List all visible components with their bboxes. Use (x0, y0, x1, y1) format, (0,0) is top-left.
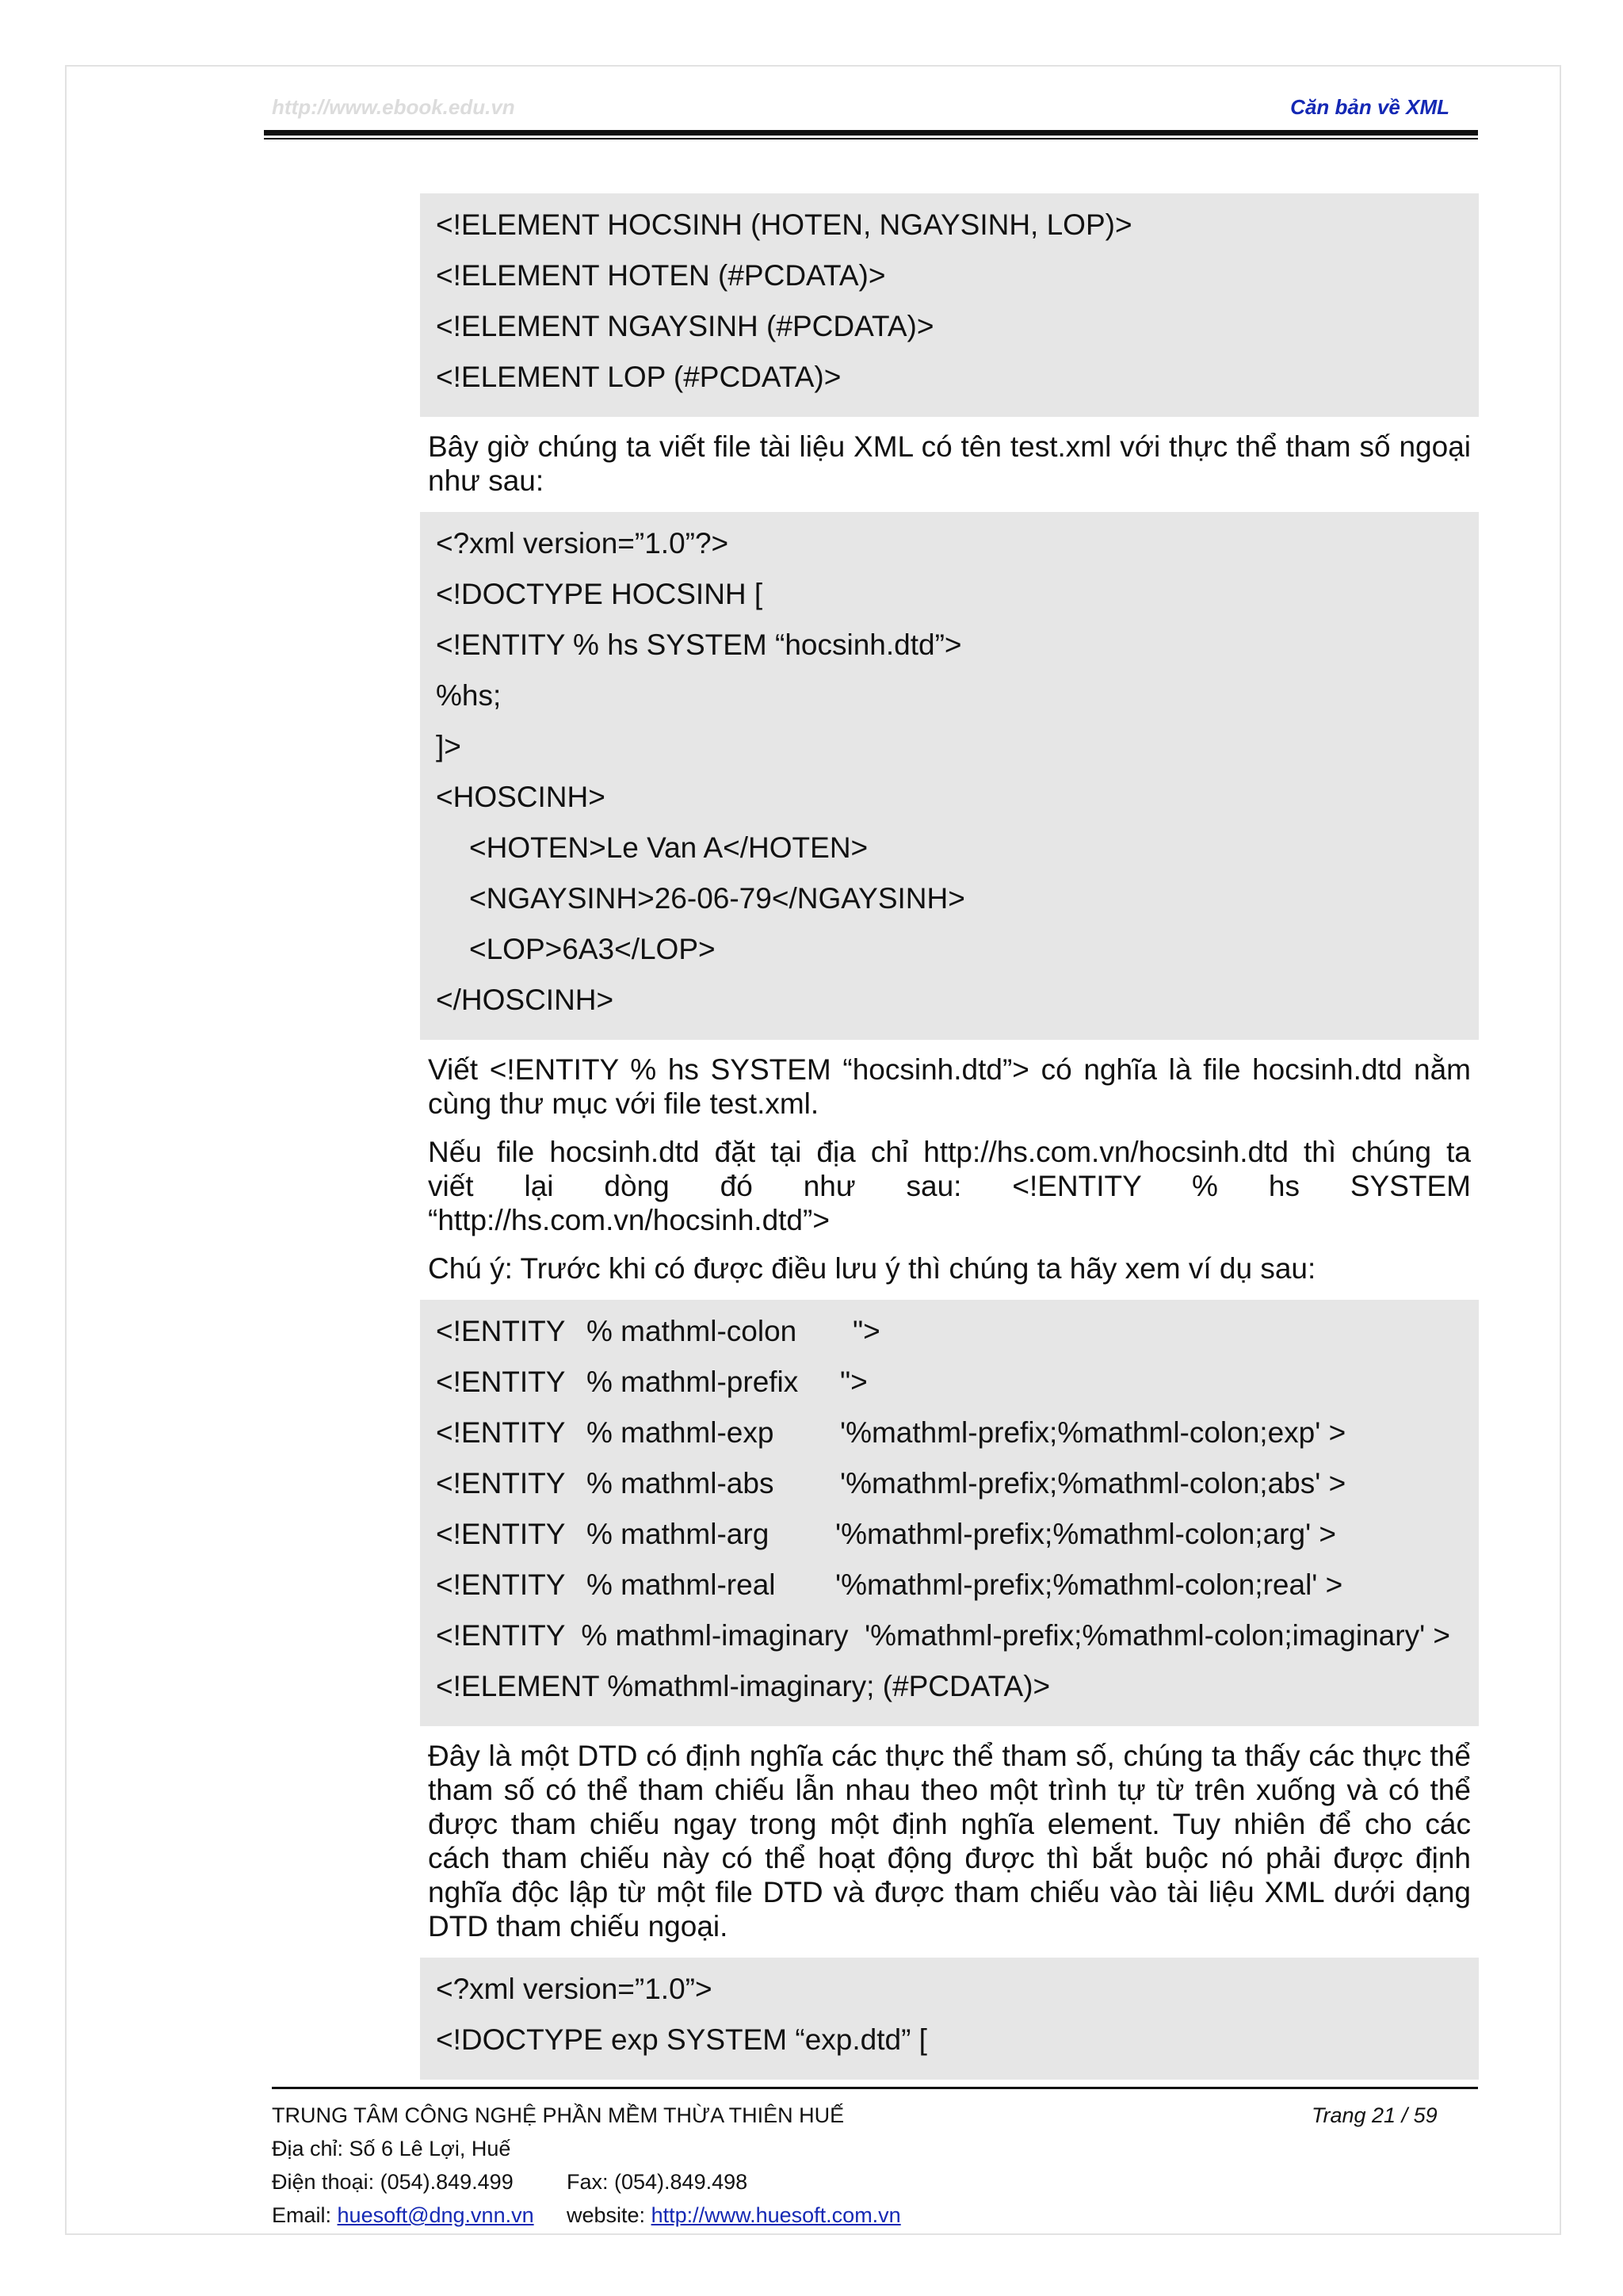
paragraph: Đây là một DTD có định nghĩa các thực thể tham số, chúng ta thấy các thực thể tham số có thể tham chiếu lẫn nhau theo một trình tự từ trên xuống và có thể được tham chiếu ngay trong một định nghĩa element. Tuy nhiên để cho các cách tham chiếu này có thể hoạt động được thì bắt buộc nó phải được định nghĩa độc lập từ một file DTD và được tham chiếu vào tài liệu XML dưới dạng DTD tham chiếu ngoại. (428, 1740, 1471, 1943)
code-line: <!ELEMENT LOP (#PCDATA)> (436, 361, 842, 393)
entity-value: '%mathml-prefix;%mathml-colon;abs' > (840, 1467, 1346, 1499)
paragraph-line: Nếu file hocsinh.dtd đặt tại địa chỉ http://hs.com.vn/hocsinh.dtd thì chúng ta (428, 1136, 1471, 1168)
entity-name: % mathml-colon (586, 1315, 797, 1347)
header-rule-thin (264, 138, 1478, 139)
entity-row (436, 1517, 1463, 1551)
code-line: <!ELEMENT NGAYSINH (#PCDATA)> (436, 310, 934, 342)
code-line: <!DOCTYPE exp SYSTEM “exp.dtd” [ (436, 2023, 927, 2056)
code-line: <?xml version=”1.0”?> (436, 527, 729, 560)
footer-org: TRUNG TÂM CÔNG NGHỆ PHẦN MỀM THỪA THIÊN HUẾ (272, 2103, 845, 2127)
footer-address: Địa chỉ: Số 6 Lê Lợi, Huế (272, 2137, 511, 2160)
code-block-xml (420, 512, 1479, 1040)
entity-value: "> (853, 1315, 880, 1347)
footer-website-link[interactable]: http://www.huesoft.com.vn (651, 2203, 901, 2227)
entity-name: % mathml-abs (586, 1467, 774, 1499)
paragraph: Bây giờ chúng ta viết file tài liệu XML có tên test.xml với thực thể tham số ngoại như sau: (428, 430, 1471, 497)
entity-name: % mathml-real (586, 1568, 776, 1601)
paragraph-line: “http://hs.com.vn/hocsinh.dtd”> (428, 1204, 830, 1236)
entity-row (436, 1466, 1463, 1500)
code-block-entities (420, 1300, 1479, 1726)
footer-fax: Fax: (054).849.498 (567, 2170, 748, 2194)
code-line: <!ENTITY % hs SYSTEM “hocsinh.dtd”> (436, 628, 962, 661)
code-block-exp (420, 1958, 1479, 2080)
entity-name: % mathml-arg (586, 1518, 769, 1550)
entity-value: "> (840, 1366, 868, 1398)
code-line: <!ELEMENT %mathml-imaginary; (#PCDATA)> (436, 1670, 1051, 1702)
paragraph: Chú ý: Trước khi có được điều lưu ý thì chúng ta hãy xem ví dụ sau: (428, 1252, 1316, 1285)
entity-value: '%mathml-prefix;%mathml-colon;exp' > (840, 1416, 1346, 1449)
entity-row (436, 1568, 1463, 1602)
paragraph-line: viết lại dòng đó như sau: <!ENTITY % hs SYSTEM (428, 1170, 1471, 1202)
code-line: <!ELEMENT HOTEN (#PCDATA)> (436, 259, 886, 292)
header-rule (264, 130, 1478, 136)
entity-name: % mathml-prefix (586, 1366, 799, 1398)
footer-phone: Điện thoại: (054).849.499 (272, 2170, 514, 2194)
code-line: ]> (436, 730, 461, 762)
entity-keyword: <!ENTITY (436, 1315, 566, 1347)
page-number: Trang 21 / 59 (1312, 2103, 1438, 2127)
entity-keyword: <!ENTITY (436, 1416, 566, 1449)
entity-value: '%mathml-prefix;%mathml-colon;arg' > (835, 1518, 1337, 1550)
footer-email-link[interactable]: huesoft@dng.vnn.vn (337, 2203, 534, 2227)
entity-keyword: <!ENTITY (436, 1518, 566, 1550)
code-line: </HOSCINH> (436, 984, 614, 1016)
header-url: http://www.ebook.edu.vn (272, 95, 515, 119)
entity-keyword: <!ENTITY (436, 1467, 566, 1499)
document-body (420, 193, 1479, 2092)
entity-name: % mathml-exp (586, 1416, 774, 1449)
code-line: %hs; (436, 679, 502, 712)
page-footer (272, 2099, 1478, 2232)
entity-keyword: <!ENTITY (436, 1366, 566, 1398)
header-title: Căn bản về XML (1290, 95, 1449, 119)
entity-row (436, 1415, 1463, 1450)
paragraph (420, 1135, 1479, 1237)
code-line: <HOSCINH> (436, 781, 605, 813)
paragraph: Viết <!ENTITY % hs SYSTEM “hocsinh.dtd”> có nghĩa là file hocsinh.dtd nằm cùng thư mục với file test.xml. (428, 1053, 1471, 1120)
footer-website (567, 2199, 901, 2232)
code-line: <LOP>6A3</LOP> (469, 933, 716, 965)
code-line: <NGAYSINH>26-06-79</NGAYSINH> (469, 882, 965, 915)
entity-row (436, 1365, 1463, 1399)
footer-rule (272, 2087, 1478, 2089)
entity-value: '%mathml-prefix;%mathml-colon;real' > (835, 1568, 1343, 1601)
code-line: <!ENTITY % mathml-imaginary '%mathml-prefix;%mathml-colon;imaginary' > (436, 1619, 1451, 1652)
code-line: <?xml version=”1.0”> (436, 1973, 712, 2005)
footer-email-label: Email: (272, 2203, 338, 2227)
page-header (264, 89, 1478, 128)
entity-row (436, 1314, 1463, 1348)
code-line: <!ELEMENT HOCSINH (HOTEN, NGAYSINH, LOP)> (436, 208, 1132, 241)
code-block-dtd (420, 193, 1479, 417)
entity-keyword: <!ENTITY (436, 1568, 566, 1601)
code-line: <!DOCTYPE HOCSINH [ (436, 578, 763, 610)
code-line: <HOTEN>Le Van A</HOTEN> (469, 831, 869, 864)
footer-website-label: website: (567, 2203, 651, 2227)
